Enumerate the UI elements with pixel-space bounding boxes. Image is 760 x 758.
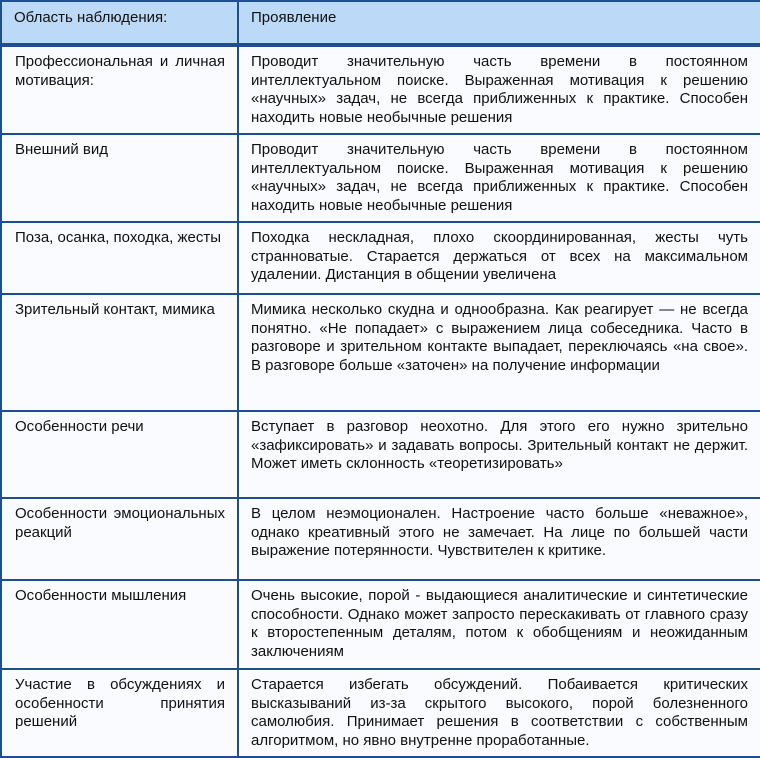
table-row [1, 411, 760, 498]
header-manifestation: Проявление [238, 1, 760, 45]
area-cell: Профессиональная и личная мотивация: [1, 45, 238, 134]
table-row [1, 580, 760, 669]
area-cell: Зрительный контакт, мимика [1, 294, 238, 411]
area-cell: Поза, осанка, походка, жесты [1, 222, 238, 294]
table-row [1, 222, 760, 294]
table-row [1, 294, 760, 411]
manifestation-cell: Проводит значительную часть времени в постоянном интеллектуальном поиске. Выраженная мотивация к решению «научных» задач, не всегда приближенных к практике. Способен находить новые необычные решения [238, 134, 760, 222]
table-row [1, 45, 760, 134]
manifestation-cell: Очень высокие, порой - выдающиеся аналитические и синтетические способности. Однако может запросто перескакивать от главного сразу к второстепенным деталям, потом к обобщениям и неожиданным заключениям [238, 580, 760, 669]
area-cell: Особенности эмоциональных реакций [1, 498, 238, 580]
manifestation-cell: Вступает в разговор неохотно. Для этого его нужно зрительно «зафиксировать» и задавать вопросы. Зрительный контакт не держит. Может иметь склонность «теоретизировать» [238, 411, 760, 498]
table-row [1, 669, 760, 757]
table-header-row [1, 1, 760, 45]
area-cell: Особенности речи [1, 411, 238, 498]
header-observation-area: Область наблюдения: [1, 1, 238, 45]
manifestation-cell: Проводит значительную часть времени в постоянном интеллектуальном поиске. Выраженная мотивация к решению «научных» задач, не всегда приближенных к практике. Способен находить новые необычные решения [238, 45, 760, 134]
table-row [1, 134, 760, 222]
area-cell: Участие в обсуждениях и особенности принятия решений [1, 669, 238, 757]
manifestation-cell: Походка нескладная, плохо скоординированная, жесты чуть странноватые. Старается держаться от всех на максимальном удалении. Дистанция в общении увеличена [238, 222, 760, 294]
area-cell: Внешний вид [1, 134, 238, 222]
area-cell: Особенности мышления [1, 580, 238, 669]
manifestation-cell: В целом неэмоционален. Настроение часто больше «неважное», однако креативный этого не замечает. На лице по большей части выражение потерянности. Чувствителен к критике. [238, 498, 760, 580]
table-row [1, 498, 760, 580]
manifestation-cell: Мимика несколько скудна и однообразна. Как реагирует — не всегда понятно. «Не попадает» с выражением лица собеседника. Часто в разговоре и зрительном контакте выпадает, переключаясь «на свое». В разговоре больше «заточен» на получение информации [238, 294, 760, 411]
manifestation-cell: Старается избегать обсуждений. Побаивается критических высказываний из-за скрытого высокого, порой болезненного самолюбия. Принимает решения в соответствии с собственным алгоритмом, но явно внутренне проработанные. [238, 669, 760, 757]
